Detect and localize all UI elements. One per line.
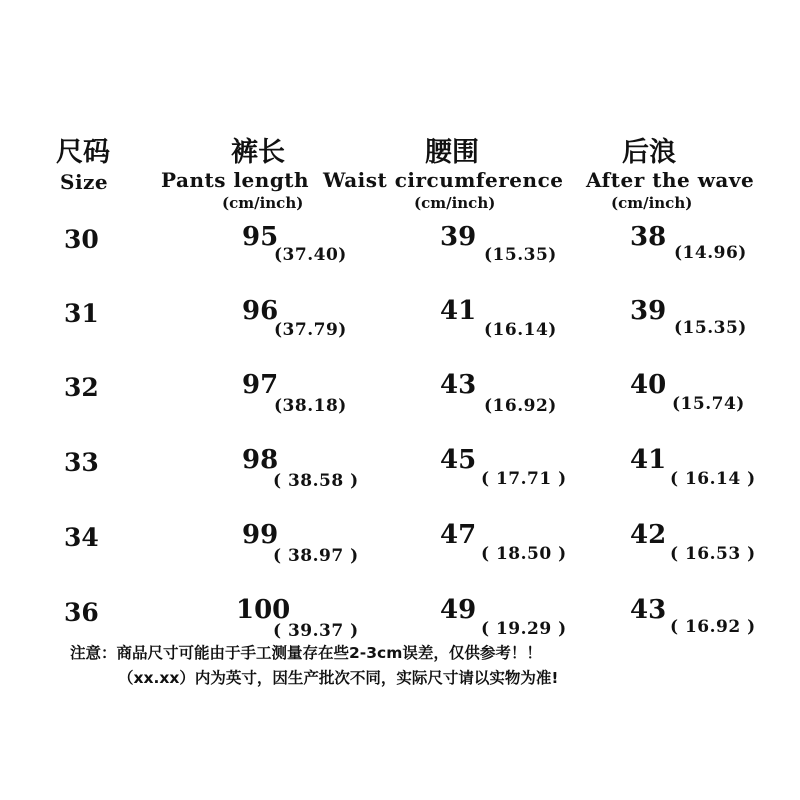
length-inch-cell: (37.40) [274,245,347,265]
size-cell: 34 [64,523,99,552]
size-cell: 36 [64,598,99,627]
length-inch-cell: ( 39.37 ) [273,621,359,641]
wave-cm-cell: 43 [630,595,667,625]
header-waist-en: Waist circumference [323,168,564,192]
waist-cm-cell: 43 [440,370,477,400]
length-cm-cell: 96 [242,296,279,326]
wave-inch-cell: ( 16.92 ) [670,617,756,637]
wave-inch-cell: ( 16.14 ) [670,469,756,489]
header-waist-cn: 腰围 [425,137,479,168]
size-cell: 31 [64,299,99,328]
wave-inch-cell: (15.74) [672,394,745,414]
size-cell: 32 [64,373,99,402]
length-inch-cell: (38.18) [274,396,347,416]
wave-cm-cell: 40 [630,370,667,400]
header-size-cn: 尺码 [56,137,110,168]
header-wave-unit: (cm/inch) [611,194,693,212]
wave-cm-cell: 39 [630,296,667,326]
waist-inch-cell: ( 19.29 ) [481,619,567,639]
note-line-1: 注意：商品尺寸可能由于手工测量存在些2-3cm误差，仅供参考！！ [70,644,542,662]
header-wave-cn: 后浪 [622,137,676,168]
waist-inch-cell: (16.14) [484,320,557,340]
wave-cm-cell: 41 [630,445,667,475]
wave-inch-cell: (14.96) [674,243,747,263]
length-inch-cell: ( 38.58 ) [273,471,359,491]
header-waist-unit: (cm/inch) [414,194,496,212]
length-inch-cell: ( 38.97 ) [273,546,359,566]
waist-cm-cell: 49 [440,595,477,625]
header-length-unit: (cm/inch) [222,194,304,212]
waist-inch-cell: ( 17.71 ) [481,469,567,489]
waist-inch-cell: (16.92) [484,396,557,416]
length-cm-cell: 99 [242,520,279,550]
length-cm-cell: 100 [236,595,291,625]
header-length-cn: 裤长 [231,137,285,168]
waist-inch-cell: (15.35) [484,245,557,265]
waist-cm-cell: 45 [440,445,477,475]
header-wave-en: After the wave [586,168,755,192]
length-cm-cell: 95 [242,222,279,252]
waist-inch-cell: ( 18.50 ) [481,544,567,564]
length-inch-cell: (37.79) [274,320,347,340]
note-line-2: （xx.xx）内为英寸，因生产批次不同，实际尺寸请以实物为准! [118,669,559,687]
header-length-en: Pants length [161,168,310,192]
wave-inch-cell: (15.35) [674,318,747,338]
wave-inch-cell: ( 16.53 ) [670,544,756,564]
size-cell: 33 [64,448,99,477]
length-cm-cell: 98 [242,445,279,475]
header-size-en: Size [60,170,109,194]
size-cell: 30 [64,225,99,254]
wave-cm-cell: 38 [630,222,667,252]
wave-cm-cell: 42 [630,520,667,550]
waist-cm-cell: 39 [440,222,477,252]
length-cm-cell: 97 [242,370,279,400]
waist-cm-cell: 41 [440,296,477,326]
waist-cm-cell: 47 [440,520,477,550]
